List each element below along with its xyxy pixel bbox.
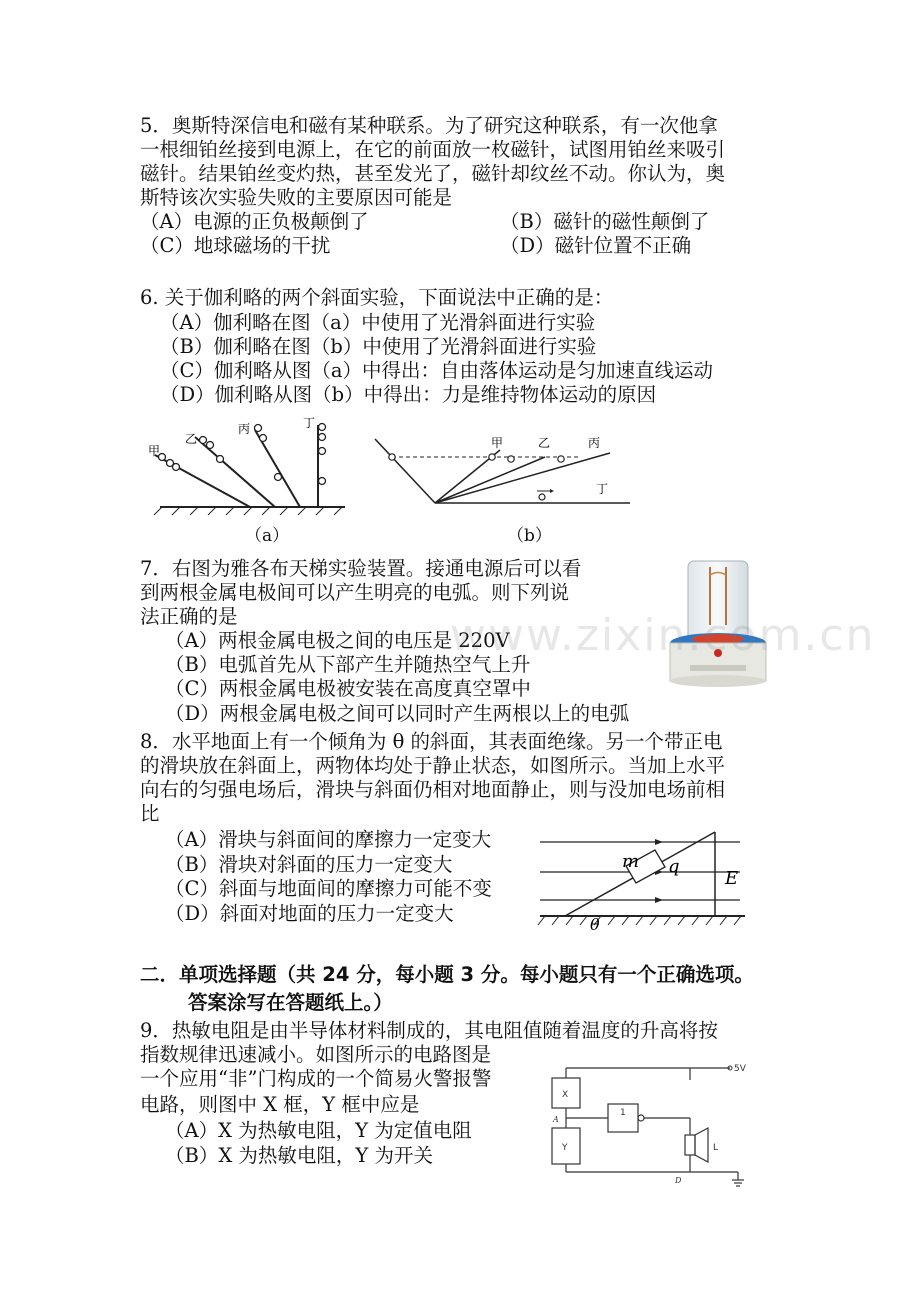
q7-option-a: （A）两根金属电极之间的电压是 220V — [165, 629, 510, 652]
fig-a-label-bing: 丙 — [238, 422, 251, 436]
q8-option-a: （A）滑块与斜面间的摩擦力一定变大 — [165, 828, 492, 851]
fig8-label-q: q — [668, 856, 680, 877]
q8-option-b: （B）滑块对斜面的压力一定变大 — [165, 853, 453, 876]
q8-option-c: （C）斜面与地面间的摩擦力可能不变 — [165, 877, 492, 900]
q8-line-4: 比 — [140, 802, 160, 825]
fig-a-label-jia: 甲 — [148, 444, 161, 458]
circuit-label-d: D — [675, 1176, 682, 1185]
circuit-label-a: A — [553, 1115, 559, 1124]
q7-option-d: （D）两根金属电极之间可以同时产生两根以上的电弧 — [165, 702, 630, 725]
q5-option-c: （C）地球磁场的干扰 — [140, 234, 331, 257]
q6-option-d: （D）伽利略从图（b）中得出：力是维持物体运动的原因 — [160, 383, 657, 406]
q9-line-3: 一个应用“非”门构成的一个简易火警报警 — [140, 1067, 492, 1090]
fig-b-label-ding: 丁 — [596, 482, 609, 496]
section-2-heading: 二．单项选择题（共 24 分，每小题 3 分。每小题只有一个正确选项。 — [140, 963, 754, 986]
fig8-label-E: E — [725, 868, 739, 889]
q7-option-b: （B）电弧首先从下部产生并随热空气上升 — [165, 653, 531, 676]
fig-a-caption: （a） — [245, 526, 290, 546]
fig8-label-m: m — [622, 851, 640, 872]
q5-line-1: 5．奥斯特深信电和磁有某种联系。为了研究这种联系，有一次他拿 — [140, 114, 718, 137]
fire-alarm-circuit — [540, 1060, 760, 1190]
section-2-heading-cont: 答案涂写在答题纸上。） — [188, 991, 393, 1014]
q9-line-2: 指数规律迅速减小。如图所示的电路图是 — [140, 1043, 492, 1066]
q7-line-2: 到两根金属电极间可以产生明亮的电弧。则下列说 — [140, 581, 570, 604]
q7-line-3: 法正确的是 — [140, 605, 238, 628]
circuit-label-y: Y — [562, 1143, 568, 1153]
q5-option-a: （A）电源的正负极颠倒了 — [140, 210, 369, 233]
circuit-label-l: L — [713, 1143, 719, 1153]
q6-stem: 6. 关于伽利略的两个斜面实验，下面说法中正确的是： — [140, 286, 614, 309]
q5-line-2: 一根细铂丝接到电源上，在它的前面放一枚磁针，试图用铂丝来吸引 — [140, 138, 726, 161]
q9-option-b: （B）X 为热敏电阻，Y 为开关 — [165, 1144, 433, 1167]
q7-line-1: 7．右图为雅各布天梯实验装置。接通电源后可以看 — [140, 557, 582, 580]
q6-option-b: （B）伽利略在图（b）中使用了光滑斜面进行实验 — [160, 335, 597, 358]
figure-b-inclines — [370, 425, 640, 515]
circuit-label-gate: 1 — [620, 1108, 626, 1118]
fig8-label-theta: θ — [590, 915, 600, 932]
incline-electric-field-figure — [535, 830, 750, 932]
fig-b-label-yi: 乙 — [538, 436, 551, 450]
figure-a-inclines — [140, 415, 350, 525]
fig-b-label-jia: 甲 — [491, 436, 504, 450]
q7-option-c: （C）两根金属电极被安装在高度真空罩中 — [165, 677, 531, 700]
q9-line-1: 9．热敏电阻是由半导体材料制成的，其电阻值随着温度的升高将按 — [140, 1019, 718, 1042]
q6-option-a: （A）伽利略在图（a）中使用了光滑斜面进行实验 — [160, 311, 596, 334]
q5-line-4: 斯特该次实验失败的主要原因可能是 — [140, 186, 453, 209]
circuit-label-x: X — [562, 1090, 569, 1100]
q5-line-3: 磁针。结果铂丝变灼热，甚至发光了，磁针却纹丝不动。你认为，奥 — [140, 162, 726, 185]
q5-option-d: （D）磁针位置不正确 — [500, 234, 692, 257]
q8-line-2: 的滑块放在斜面上，两物体均处于静止状态，如图所示。当加上水平 — [140, 754, 726, 777]
circuit-label-5v: 5V — [734, 1064, 746, 1074]
q9-line-4: 电路，则图中 X 框，Y 框中应是 — [140, 1093, 420, 1116]
watermark-text: www.zixin.com.cn — [450, 610, 876, 661]
fig-b-caption: （b） — [507, 526, 552, 546]
fig-b-label-bing: 丙 — [588, 436, 601, 450]
q5-option-b: （B）磁针的磁性颠倒了 — [500, 210, 710, 233]
q9-option-a: （A）X 为热敏电阻，Y 为定值电阻 — [165, 1119, 472, 1142]
fig-a-label-ding: 丁 — [303, 416, 316, 430]
q8-option-d: （D）斜面对地面的压力一定变大 — [165, 902, 454, 925]
q8-line-3: 向右的匀强电场后，滑块与斜面仍相对地面静止，则与没加电场前相 — [140, 778, 726, 801]
q8-line-1: 8．水平地面上有一个倾角为 θ 的斜面，其表面绝缘。另一个带正电 — [140, 730, 723, 753]
fig-a-label-yi: 乙 — [185, 432, 198, 446]
q6-option-c: （C）伽利略从图（a）中得出：自由落体运动是匀加速直线运动 — [160, 359, 714, 382]
